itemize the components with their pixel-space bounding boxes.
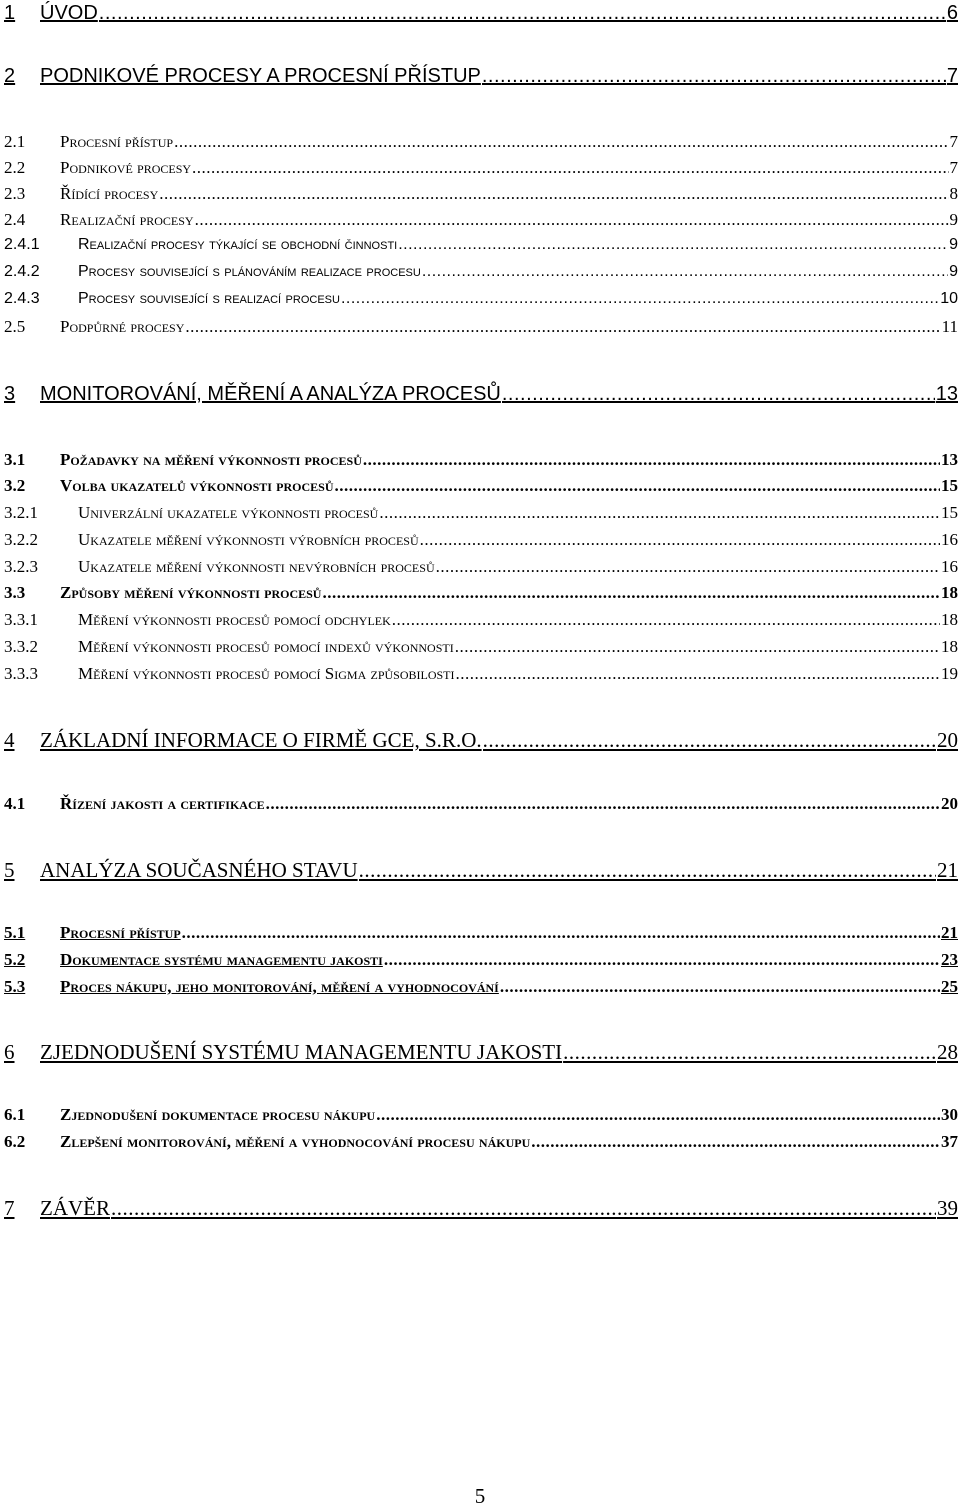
toc-page-number: 19 xyxy=(941,664,960,684)
toc-title: ÚVOD xyxy=(40,2,98,25)
toc-entry-5[interactable] xyxy=(0,858,960,883)
toc-entry-3-3-1[interactable] xyxy=(0,610,960,630)
toc-entry-5-3[interactable] xyxy=(0,977,960,997)
toc-number: 2.4.2 xyxy=(0,263,78,281)
toc-title: Procesy související s realizací procesu xyxy=(78,290,340,308)
toc-page-number: 9 xyxy=(949,263,960,281)
toc-page-number: 15 xyxy=(941,503,960,523)
toc-title: Ukazatele měření výkonnosti nevýrobních procesů xyxy=(78,557,435,577)
toc-title: Řízení jakosti a certifikace xyxy=(60,794,265,814)
toc-entry-7[interactable] xyxy=(0,1196,960,1221)
toc-title: PODNIKOVÉ PROCESY A PROCESNÍ PŘÍSTUP xyxy=(40,65,481,88)
toc-number: 2 xyxy=(0,65,40,88)
toc-page-number: 25 xyxy=(941,977,960,997)
toc-title: Požadavky na měření výkonnosti procesů xyxy=(60,450,362,470)
toc-title: Zjednodušení dokumentace procesu nákupu xyxy=(60,1105,375,1125)
toc-leader xyxy=(500,977,940,997)
toc-entry-5-2[interactable] xyxy=(0,950,960,970)
toc-entry-3-2-2[interactable] xyxy=(0,530,960,550)
toc-entry-4[interactable] xyxy=(0,728,960,753)
toc-leader xyxy=(482,65,946,88)
toc-leader xyxy=(502,383,935,406)
toc-leader xyxy=(322,583,940,603)
toc-leader xyxy=(392,610,940,630)
toc-number: 2.1 xyxy=(0,132,60,152)
toc-page-number: 9 xyxy=(950,210,960,230)
toc-page-number: 21 xyxy=(941,923,960,943)
toc-number: 3.3.1 xyxy=(0,610,78,630)
toc-leader xyxy=(266,794,940,814)
toc-title: Procesy související s plánováním realizace procesu xyxy=(78,263,421,281)
toc-title: Měření výkonnosti procesů pomocí Sigma způsobilosti xyxy=(78,664,455,684)
toc-page-number: 18 xyxy=(941,610,960,630)
toc-leader xyxy=(563,1040,936,1065)
toc-entry-3-3-2[interactable] xyxy=(0,637,960,657)
toc-number: 3.3 xyxy=(0,583,60,603)
toc-leader xyxy=(185,317,940,337)
toc-leader xyxy=(174,132,948,152)
toc-entry-3-3[interactable] xyxy=(0,583,960,603)
toc-number: 6.2 xyxy=(0,1132,60,1152)
toc-page-number: 7 xyxy=(947,65,960,88)
toc-entry-3[interactable] xyxy=(0,383,960,406)
toc-title: Řídící procesy xyxy=(60,184,158,204)
toc-leader xyxy=(420,530,940,550)
toc-title: ZÁKLADNÍ INFORMACE O FIRMĚ GCE, S.R.O. xyxy=(40,728,482,753)
toc-number: 6.1 xyxy=(0,1105,60,1125)
toc-leader xyxy=(483,728,936,753)
toc-number: 2.4.3 xyxy=(0,290,78,308)
toc-title: ZÁVĚR xyxy=(40,1196,110,1221)
toc-number: 3.2.3 xyxy=(0,557,78,577)
toc-leader xyxy=(376,1105,940,1125)
toc-number: 1 xyxy=(0,2,40,25)
toc-page-number: 10 xyxy=(940,290,960,308)
toc-number: 5.3 xyxy=(0,977,60,997)
toc-entry-6-1[interactable] xyxy=(0,1105,960,1125)
toc-leader xyxy=(398,236,948,254)
toc-page-number: 37 xyxy=(941,1132,960,1152)
toc-title: Zlepšení monitorování, měření a vyhodnocování procesu nákupu xyxy=(60,1132,530,1152)
toc-page-number: 9 xyxy=(949,236,960,254)
toc-title: Procesní přístup xyxy=(60,923,181,943)
toc-page-number: 7 xyxy=(950,158,960,178)
toc-page-number: 16 xyxy=(941,557,960,577)
page-number: 5 xyxy=(0,1484,960,1509)
toc-leader xyxy=(531,1132,940,1152)
toc-entry-2-4-1[interactable] xyxy=(0,236,960,254)
toc-entry-1[interactable] xyxy=(0,2,960,25)
toc-leader xyxy=(379,503,940,523)
toc-number: 3.3.3 xyxy=(0,664,78,684)
toc-page-number: 16 xyxy=(941,530,960,550)
toc-entry-2-5[interactable] xyxy=(0,317,960,337)
toc-title: Realizační procesy xyxy=(60,210,194,230)
toc-entry-5-1[interactable] xyxy=(0,923,960,943)
toc-title: ANALÝZA SOUČASNÉHO STAVU xyxy=(40,858,358,883)
toc-leader xyxy=(341,290,939,308)
toc-number: 5.1 xyxy=(0,923,60,943)
toc-title: ZJEDNODUŠENÍ SYSTÉMU MANAGEMENTU JAKOSTI xyxy=(40,1040,562,1065)
toc-title: Proces nákupu, jeho monitorování, měření a vyhodnocování xyxy=(60,977,499,997)
toc-page-number: 23 xyxy=(941,950,960,970)
toc-title: Podnikové procesy xyxy=(60,158,191,178)
toc-title: Měření výkonnosti procesů pomocí indexů výkonnosti xyxy=(78,637,454,657)
toc-number: 3 xyxy=(0,383,40,406)
toc-entry-2-3[interactable] xyxy=(0,184,960,204)
toc-title: Dokumentace systému managementu jakosti xyxy=(60,950,383,970)
toc-title: Volba ukazatelů výkonnosti procesů xyxy=(60,476,334,496)
toc-number: 3.2.2 xyxy=(0,530,78,550)
toc-page-number: 13 xyxy=(941,450,960,470)
toc-entry-3-1[interactable] xyxy=(0,450,960,470)
toc-number: 2.3 xyxy=(0,184,60,204)
toc-entry-2-4-3[interactable] xyxy=(0,290,960,308)
toc-leader xyxy=(384,950,940,970)
toc-leader xyxy=(99,2,946,25)
toc-number: 4.1 xyxy=(0,794,60,814)
toc-entry-3-2[interactable] xyxy=(0,476,960,496)
toc-number: 2.5 xyxy=(0,317,60,337)
toc-page-number: 11 xyxy=(942,317,960,337)
toc-page-number: 13 xyxy=(936,383,960,406)
toc-number: 5.2 xyxy=(0,950,60,970)
toc-page-number: 20 xyxy=(937,728,960,753)
toc-title: Univerzální ukazatele výkonnosti procesů xyxy=(78,503,378,523)
toc-number: 3.2.1 xyxy=(0,503,78,523)
toc-page-number: 20 xyxy=(941,794,960,814)
toc-leader xyxy=(436,557,940,577)
toc-entry-2-1[interactable] xyxy=(0,132,960,152)
toc-title: Způsoby měření výkonnosti procesů xyxy=(60,583,321,603)
toc-title: Procesní přístup xyxy=(60,132,173,152)
toc-page-number: 30 xyxy=(941,1105,960,1125)
toc-page-number: 6 xyxy=(947,2,960,25)
toc-entry-2-4-2[interactable] xyxy=(0,263,960,281)
toc-number: 2.2 xyxy=(0,158,60,178)
toc-page-number: 7 xyxy=(950,132,960,152)
toc-page-number: 18 xyxy=(941,637,960,657)
toc-leader xyxy=(335,476,940,496)
toc-entry-2[interactable] xyxy=(0,65,960,88)
toc-leader xyxy=(192,158,948,178)
toc-title: Ukazatele měření výkonnosti výrobních procesů xyxy=(78,530,419,550)
toc-entry-6-2[interactable] xyxy=(0,1132,960,1152)
toc-entry-6[interactable] xyxy=(0,1040,960,1065)
toc-leader xyxy=(182,923,940,943)
toc-entry-3-2-3[interactable] xyxy=(0,557,960,577)
toc-page-number: 18 xyxy=(941,583,960,603)
toc-page-number: 28 xyxy=(937,1040,960,1065)
toc-leader xyxy=(363,450,940,470)
toc-entry-2-2[interactable] xyxy=(0,158,960,178)
toc-page-number: 8 xyxy=(950,184,960,204)
toc-number: 3.2 xyxy=(0,476,60,496)
toc-leader xyxy=(422,263,948,281)
toc-leader xyxy=(195,210,949,230)
toc-entry-3-2-1[interactable] xyxy=(0,503,960,523)
toc-number: 6 xyxy=(0,1040,40,1065)
toc-number: 2.4.1 xyxy=(0,236,78,254)
toc-leader xyxy=(455,637,940,657)
toc-entry-2-4[interactable] xyxy=(0,210,960,230)
toc-leader xyxy=(159,184,948,204)
toc-page-number: 21 xyxy=(937,858,960,883)
toc-number: 3.3.2 xyxy=(0,637,78,657)
toc-number: 3.1 xyxy=(0,450,60,470)
toc-leader xyxy=(456,664,940,684)
toc-leader xyxy=(359,858,936,883)
toc-title: Podpůrné procesy xyxy=(60,317,184,337)
toc-number: 4 xyxy=(0,728,40,753)
toc-leader xyxy=(111,1196,936,1221)
toc-number: 5 xyxy=(0,858,40,883)
toc-entry-4-1[interactable] xyxy=(0,794,960,814)
toc-title: Realizační procesy týkající se obchodní činnosti xyxy=(78,236,397,254)
toc-title: MONITOROVÁNÍ, MĚŘENÍ A ANALÝZA PROCESŮ xyxy=(40,383,501,406)
toc-number: 7 xyxy=(0,1196,40,1221)
toc-page-number: 15 xyxy=(941,476,960,496)
toc-page-number: 39 xyxy=(937,1196,960,1221)
toc-title: Měření výkonnosti procesů pomocí odchylek xyxy=(78,610,391,630)
toc-number: 2.4 xyxy=(0,210,60,230)
toc-entry-3-3-3[interactable] xyxy=(0,664,960,684)
